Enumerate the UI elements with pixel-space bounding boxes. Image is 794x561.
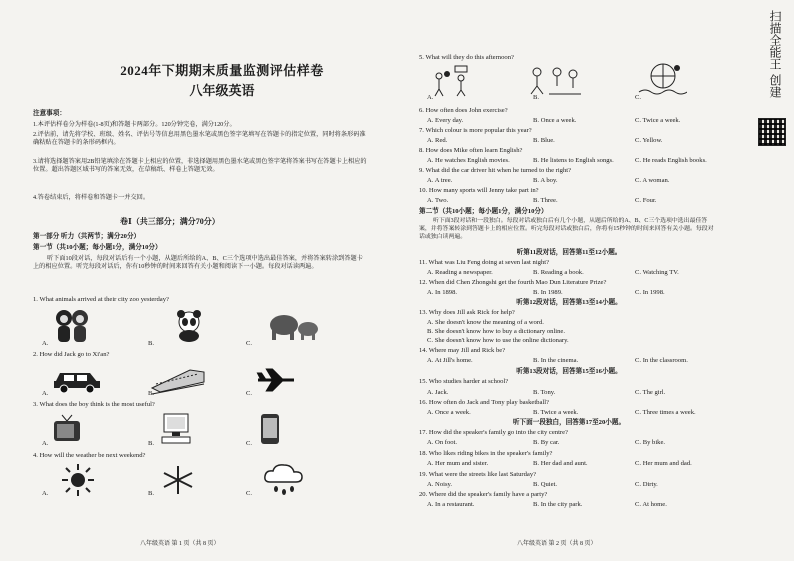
- car-icon: [52, 365, 102, 393]
- q3-option-a: A.: [42, 440, 49, 447]
- snowflake-icon: [160, 464, 196, 496]
- dialogue-12-heading: 听第12段对话，回答第13至14小题。: [516, 299, 622, 306]
- question-14: 14. Where may Jill and Rick be?: [419, 347, 506, 354]
- q10-option-a: A. Two.: [427, 197, 449, 204]
- q11-option-a: A. Reading a newspaper.: [427, 269, 493, 276]
- q4-option-c: C.: [246, 490, 253, 497]
- q19-option-b: B. Quiet.: [533, 481, 557, 488]
- exam-subtitle: 八年级英语: [189, 83, 255, 98]
- q3-option-c: C.: [246, 440, 253, 447]
- dialogue-11-heading: 听第11段对话，回答第11至12小题。: [516, 249, 622, 256]
- q10-option-c: C. Four.: [635, 197, 657, 204]
- panda-image: [172, 308, 206, 342]
- q13-option-c: C. She doesn't know how to use the online dictionary.: [427, 337, 569, 344]
- q13-option-a: A. She doesn't know the meaning of a word.: [427, 319, 544, 326]
- question-15: 15. Who studies harder at school?: [419, 378, 509, 385]
- airplane-icon: [256, 368, 296, 392]
- q5-option-c: C.: [635, 94, 642, 101]
- q11-option-b: B. Reading a book.: [533, 269, 584, 276]
- elephants-image: [266, 310, 322, 342]
- sun-icon: [60, 462, 96, 498]
- q1-option-b: B.: [148, 340, 155, 347]
- q5-option-b: B.: [533, 94, 540, 101]
- q9-option-b: B. A boy.: [533, 177, 558, 184]
- q1-option-c: C.: [246, 340, 253, 347]
- monkeys-image: [50, 306, 95, 344]
- q17-option-a: A. On foot.: [427, 439, 458, 446]
- q5-option-a: A.: [427, 94, 434, 101]
- q15-option-c: C. The girl.: [635, 389, 666, 396]
- q13-option-b: B. She doesn't know how to buy a dictionary online.: [427, 328, 565, 335]
- page-right: [397, 0, 794, 561]
- note-1: 1.本评估样卷分为样卷(1-8页)和答题卡两部分。120分钟完卷，满分120分。: [33, 121, 236, 128]
- dialogue-13-heading: 听第13段对话，回答第15至16小题。: [516, 368, 622, 375]
- q9-option-a: A. A tree.: [427, 177, 453, 184]
- q7-option-a: A. Red.: [427, 137, 448, 144]
- question-12: 12. When did Chen Zhongshi get the fourth Mao Dun Literature Prize?: [419, 279, 607, 286]
- q9-option-c: C. A woman.: [635, 177, 670, 184]
- q7-option-b: B. Blue.: [533, 137, 555, 144]
- q10-option-b: B. Three.: [533, 197, 558, 204]
- note-2: 2.评估前，请先将学校、班级、姓名、评估号等信息用黑色墨水笔或黑色签字笔填写在答题卡的指定位置，同时将条形码准确粘贴在答题卡的条形码框内。: [33, 131, 366, 147]
- q14-option-b: B. In the cinema.: [533, 357, 579, 364]
- train-icon: [150, 362, 206, 396]
- q2-option-a: A.: [42, 390, 49, 397]
- question-16: 16. How often do Jack and Tony play basketball?: [419, 399, 549, 406]
- q6-option-a: A. Every day.: [427, 117, 464, 124]
- question-6: 6. How often does John exercise?: [419, 107, 508, 114]
- note-3: 3.请将选择题答案用2B铅笔填涂在答题卡上相应的位置，非选择题用黑色墨水笔或黑色签字笔将答案书写在答题卡上相应的位置。超出答题区域书写的答案无效，在草稿纸、样卷上答题无效。: [33, 158, 367, 174]
- page-2-footer: 八年级英语 第 2 页（共 8 页）: [517, 541, 597, 547]
- qr-code-icon: [758, 118, 786, 146]
- question-4: 4. How will the weather be next weekend?: [33, 452, 146, 459]
- q6-option-c: C. Twice a week.: [635, 117, 681, 124]
- swimming-image: [637, 60, 687, 98]
- question-10: 10. How many sports will Jenny take part in?: [419, 187, 539, 194]
- q12-option-c: C. In 1998.: [635, 289, 665, 296]
- question-19: 19. What were the streets like last Saturday?: [419, 471, 537, 478]
- notes-heading: 注意事项：: [33, 110, 66, 117]
- q3-option-b: B.: [148, 440, 155, 447]
- q18-option-c: C. Her mum and dad.: [635, 460, 692, 467]
- note-4: 4.答卷结束后，将样卷和答题卡一并交回。: [33, 194, 150, 201]
- monologue-heading: 听下面一段独白，回答第17至20小题。: [512, 419, 626, 426]
- q6-option-b: B. Once a week.: [533, 117, 577, 124]
- q14-option-c: C. In the classroom.: [635, 357, 688, 364]
- q17-option-c: C. By bike.: [635, 439, 666, 446]
- question-20: 20. Where did the speaker's family have a party?: [419, 491, 548, 498]
- mobile-phone-icon: [258, 412, 282, 446]
- television-icon: [52, 413, 82, 445]
- q8-option-c: C. He reads English books.: [635, 157, 707, 164]
- q20-option-b: B. In the city park.: [533, 501, 583, 508]
- q1-option-a: A.: [42, 340, 49, 347]
- q15-option-b: B. Tony.: [533, 389, 556, 396]
- q15-option-a: A. Jack.: [427, 389, 449, 396]
- part-1-section-1: 第一节（共10小题；每小题1分，满分10分）: [33, 244, 162, 251]
- kids-playing-image: [525, 64, 585, 98]
- part-1-section-2: 第二节（共10小题；每小题1分，满分10分）: [419, 208, 548, 215]
- q18-option-a: A. Her mum and sister.: [427, 460, 489, 467]
- question-9: 9. What did the car driver hit when he turned to the right?: [419, 167, 572, 174]
- page-1-footer: 八年级英语 第 1 页（共 8 页）: [140, 541, 220, 547]
- question-8: 8. How does Mike often learn English?: [419, 147, 523, 154]
- section-2-instructions: 听下面3段对话和一段独白。每段对话或独白后有几个小题，从题后所给的A、B、C三个选项中选出最佳答案，并将答案转涂到答题卡上的相应位置。听完每段对话或独白后，你将有15秒钟的时间来回答有关小题。每段对话或独白读两遍。: [419, 218, 714, 240]
- q14-option-a: A. At Jill's home.: [427, 357, 473, 364]
- q16-option-c: C. Three times a week.: [635, 409, 696, 416]
- q8-option-a: A. He watches English movies.: [427, 157, 510, 164]
- q4-option-a: A.: [42, 490, 49, 497]
- q20-option-a: A. In a restaurant.: [427, 501, 475, 508]
- q2-option-b: B.: [148, 390, 155, 397]
- question-5: 5. What will they do this afternoon?: [419, 54, 514, 61]
- q19-option-a: A. Noisy.: [427, 481, 453, 488]
- question-13: 13. Why does Jill ask Rick for help?: [419, 309, 515, 316]
- section-1-heading: 卷Ⅰ（共三部分；满分70分）: [120, 217, 220, 226]
- q20-option-c: C. At home.: [635, 501, 667, 508]
- exam-title: 2024年下期期末质量监测评估样卷: [120, 63, 324, 78]
- q12-option-a: A. In 1898.: [427, 289, 458, 296]
- question-1: 1. What animals arrived at their city zoo yesterday?: [33, 296, 169, 303]
- q8-option-b: B. He listens to English songs.: [533, 157, 614, 164]
- part-1-instructions: 听下面10段对话，每段对话后有一个小题，从题后所给的A、B、C三个选项中选出最佳答案，并将答案转涂到答题卡上的相应位置。听完每段对话后，你有10秒钟的时间来回答有关小题和阅读下一小题。每段对话读两遍。: [33, 255, 363, 271]
- q4-option-b: B.: [148, 490, 155, 497]
- question-11: 11. What was Liu Feng doing at seven last night?: [419, 259, 550, 266]
- q16-option-b: B. Twice a week.: [533, 409, 579, 416]
- q18-option-b: B. Her dad and aunt.: [533, 460, 588, 467]
- basketball-players-image: [427, 64, 477, 98]
- q17-option-b: B. By car.: [533, 439, 560, 446]
- q16-option-a: A. Once a week.: [427, 409, 471, 416]
- question-17: 17. How did the speaker's family go into the city centre?: [419, 429, 568, 436]
- question-7: 7. Which colour is more popular this year?: [419, 127, 532, 134]
- scanner-watermark: 扫描全能王 创建: [768, 10, 782, 98]
- question-3: 3. What does the boy think is the most useful?: [33, 401, 155, 408]
- computer-icon: [160, 412, 194, 446]
- q11-option-c: C. Watching TV.: [635, 269, 679, 276]
- q12-option-b: B. In 1989.: [533, 289, 563, 296]
- q19-option-c: C. Dirty.: [635, 481, 658, 488]
- q2-option-c: C.: [246, 390, 253, 397]
- rain-cloud-icon: [262, 462, 306, 498]
- question-18: 18. Who likes riding bikes in the speaker's family?: [419, 450, 553, 457]
- q7-option-c: C. Yellow.: [635, 137, 663, 144]
- part-1-heading: 第一部分 听力（共两节；满分20分）: [33, 233, 141, 240]
- question-2: 2. How did Jack go to Xi'an?: [33, 351, 110, 358]
